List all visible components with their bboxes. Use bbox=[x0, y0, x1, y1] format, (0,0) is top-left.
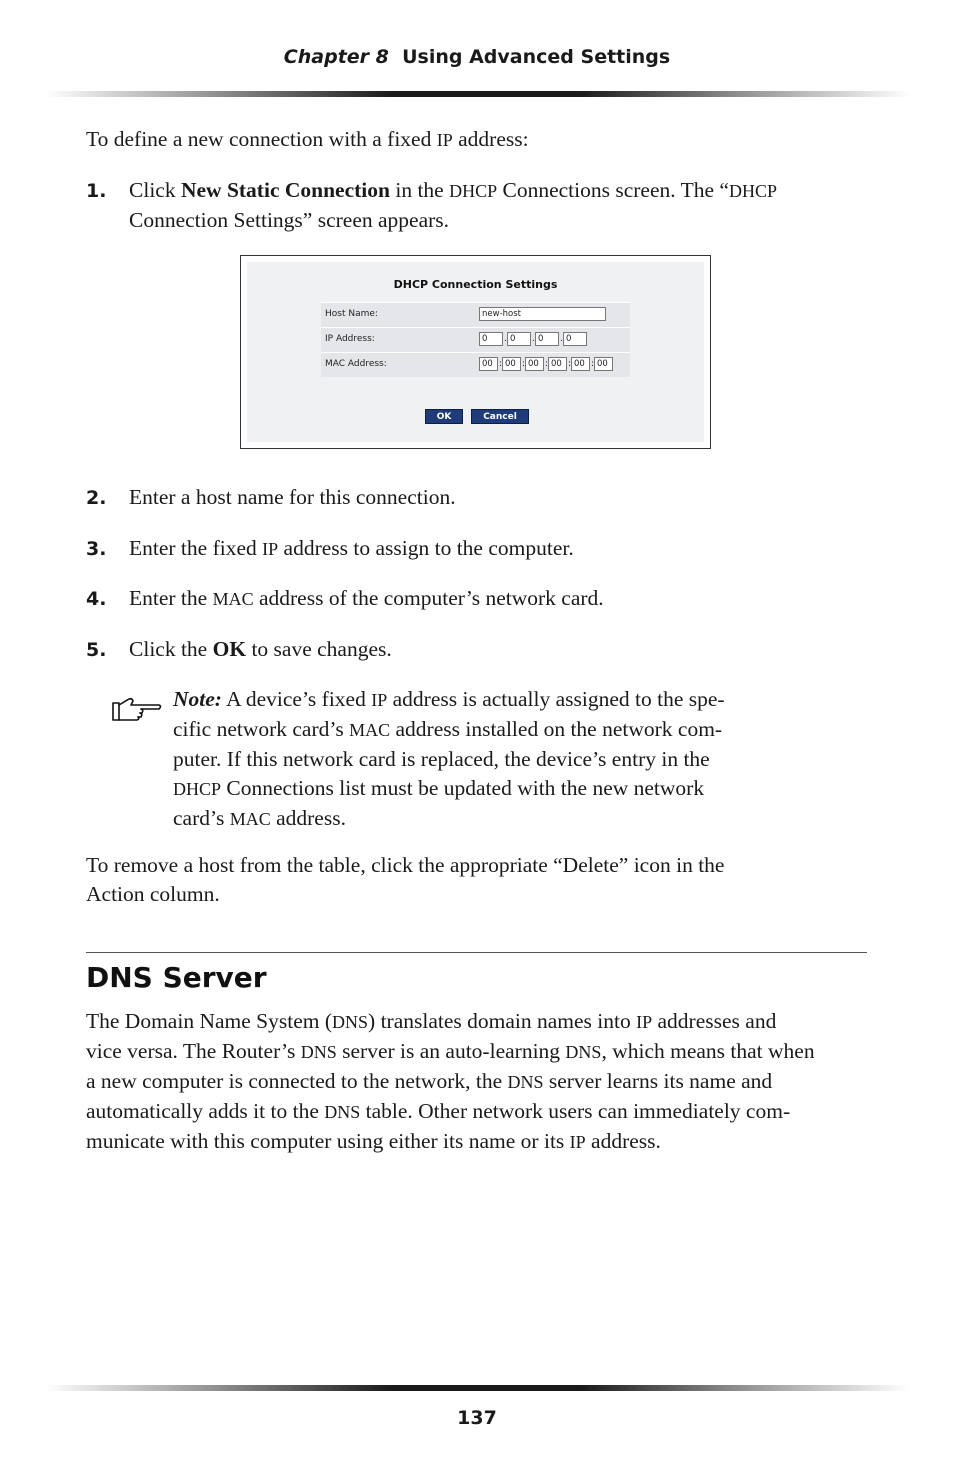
section-rule bbox=[86, 952, 867, 953]
page-number: 137 bbox=[457, 1407, 497, 1429]
note-label: Note: bbox=[173, 687, 222, 711]
step-number: 5. bbox=[86, 639, 107, 661]
ip-octet-field[interactable]: 0 bbox=[479, 332, 503, 346]
step-2-text: Enter a host name for this connection. bbox=[129, 485, 456, 509]
header-rule bbox=[45, 91, 910, 97]
new-static-connection-ref: New Static Connection bbox=[180, 178, 390, 202]
cancel-button[interactable]: Cancel bbox=[471, 409, 529, 424]
ip-octet-field[interactable]: 0 bbox=[535, 332, 559, 346]
step-number: 2. bbox=[86, 487, 107, 509]
ip-octet-field[interactable]: 0 bbox=[563, 332, 587, 346]
ip-address-row: IP Address: 0 . 0 . 0 . 0 bbox=[321, 327, 630, 352]
step-number: 3. bbox=[86, 538, 107, 560]
intro-line: To define a new connection with a fixed IP address: bbox=[86, 127, 529, 151]
step-number: 1. bbox=[86, 180, 107, 202]
host-name-field[interactable]: new-host bbox=[479, 307, 606, 321]
remove-host-paragraph: To remove a host from the table, click the appropriate “Delete” icon in the Action column. bbox=[86, 853, 725, 906]
mac-octet-field[interactable]: 00 bbox=[479, 357, 498, 371]
mac-octet-field[interactable]: 00 bbox=[571, 357, 590, 371]
host-name-label: Host Name: bbox=[325, 309, 378, 319]
dns-paragraph: The Domain Name System (DNS) translates domain names into IP addresses and vice versa. The Router’s DNS server is an auto-learning DNS, which means that when a new computer is connected to the network, the DNS server learns its name and automatically adds it to the DNS table. Other network users can immediately com- municate with this computer using either its name or its IP address. bbox=[86, 1009, 815, 1153]
mac-octet-field[interactable]: 00 bbox=[502, 357, 521, 371]
dhcp-settings-screenshot bbox=[240, 255, 711, 449]
chapter-title: Using Advanced Settings bbox=[402, 46, 671, 68]
mac-octet-field[interactable]: 00 bbox=[548, 357, 567, 371]
mac-address-row: MAC Address: 00 : 00 : 00 : 00 : 00 : 00 bbox=[321, 352, 630, 377]
step-number: 4. bbox=[86, 588, 107, 610]
ip-octet-field[interactable]: 0 bbox=[507, 332, 531, 346]
mac-address-label: MAC Address: bbox=[325, 359, 387, 369]
note-block: Note: A device’s fixed IP address is actually assigned to the spe- cific network card’s MAC address installed on the network com- puter. If this network card is replaced, the device’s entry in the DHCP Connections list must be updated with the new network card’s MAC address. bbox=[173, 687, 725, 830]
ok-ref: OK bbox=[212, 637, 247, 661]
mac-octet-field[interactable]: 00 bbox=[594, 357, 613, 371]
host-name-row bbox=[321, 302, 630, 327]
ip-address-label: IP Address: bbox=[325, 334, 375, 344]
section-heading: DNS Server bbox=[86, 961, 267, 994]
step-3-text: Enter the fixed IP address to assign to the computer. bbox=[129, 536, 574, 560]
ok-button[interactable]: OK bbox=[425, 409, 463, 424]
pointing-hand-icon bbox=[110, 694, 164, 724]
footer-rule bbox=[45, 1385, 910, 1391]
chapter-label: Chapter 8 bbox=[283, 46, 389, 68]
step-1-text: Click New Static Connection in the DHCP Connections screen. The “DHCP Connection Settings” screen appears. bbox=[129, 178, 777, 232]
mac-octet-field[interactable]: 00 bbox=[525, 357, 544, 371]
step-5-text: Click the OK to save changes. bbox=[129, 637, 392, 661]
running-head bbox=[0, 46, 954, 68]
screenshot-title: DHCP Connection Settings bbox=[393, 278, 558, 291]
step-4-text: Enter the MAC address of the computer’s network card. bbox=[129, 586, 604, 610]
